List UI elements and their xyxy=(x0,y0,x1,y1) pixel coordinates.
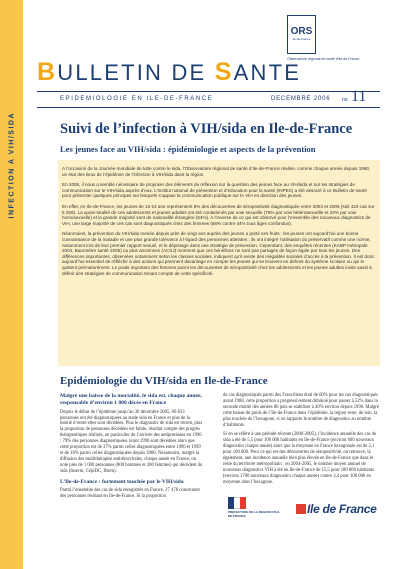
lead-heading: L’Ile-de-France : fortement touchée par le VIH/sida xyxy=(60,478,184,485)
issue-number: 11 xyxy=(351,88,367,105)
title-initial-b: B xyxy=(37,58,58,86)
issue-date: DECEMBRE 2006 xyxy=(271,96,331,102)
prefecture-logo xyxy=(228,497,282,518)
intro-paragraph: En 2006, il nous a semblé nécessaire de proposer des éléments de réflexion sur la question des jeunes face au VIH/sida et sur les stratégies de communication sur le VIH/sida auprès d’eux. L’Institut national de prévention et d’éducation pour la santé (INPES) a été associé à ce Bulletin de santé pour présenter quelques principes sur lesquels s’appuie la communication publique sur le VIH en direction des jeunes. xyxy=(62,182,367,199)
column-left xyxy=(60,393,203,504)
iledefrance-logo xyxy=(296,502,376,516)
intro-paragraph: Néanmoins, la prévention du VIH/sida menée depuis près de vingt ans auprès des jeunes a porté ses fruits : les jeunes ont aujourd’hui une bonne connaissance de la maladie et une plus grande tolérance à l’égard des personnes atteintes ; ils ont intégré l’utilisation du préservatif comme une norme, notamment lors de leur premier rapport sexuel, et le dépistage dans une stratégie de prévention. Cependant, des enquêtes récentes (KABP métropole 2004, Baromètre santé 2005) ou plus anciennes (ACSJ) montrent que ces bénéfices ne sont pas partagés de façon égale par tous les jeunes. Des différences importantes, observées notamment selon les classes sociales, indiquent qu’il existe des inégalités sociales d’accès à la prévention. Il est donc aujourd’hui essentiel de réfléchir à des actions qui prennent davantage en compte les jeunes qui se trouvent en dehors du système scolaire ou qui le quittent prématurément. Le poids important des femmes parmi les découvertes de séropositivité chez les adolescents et les jeunes adultes invite aussi à définir des stratégies de communication tenant compte de cette spécificité. xyxy=(62,231,375,276)
issue-no-label: no xyxy=(342,97,348,103)
intro-box xyxy=(58,160,380,366)
body-paragraph: Si on se réfère à une période récente (2000-2005), l’incidence annuelle des cas de sida a été de 5,5 pour 100 000 habitants en Ile-de-France (environ 600 nouveaux diagnostics chaque année) alors que la moyenne en France hexagonale est de 2,1 pour 100 000. Pour ce qui est des découvertes de séropositivité, on retrouve, là également, une incidence annuelle bien plus élevée en Ile-de-France que dans le reste du territoire métropolitain : en 2004-2005, le nombre moyen annuel de nouveaux diagnostics VIH a été en Ile-de-France de 15,5 pour 100 000 habitants (environ 1700 nouveaux diagnostics chaque année) contre 3,4 pour 100 000 en moyenne dans l’hexagone. xyxy=(223,432,377,485)
prefecture-text: PREFECTURE DE LA REGION D'ILE-DE-FRANCE xyxy=(228,510,281,518)
iledefrance-mark-icon xyxy=(296,504,306,514)
header-rule-bottom xyxy=(37,107,380,108)
ors-logo-subtext: Ile-de-France xyxy=(292,37,311,41)
title-initial-s: S xyxy=(214,58,234,86)
bulletin-title xyxy=(37,58,301,87)
sidebar-topic-label: INFECTION A VIH/SIDA xyxy=(8,112,16,219)
section-title: Epidémiologie du VIH/sida en Ile-de-France xyxy=(60,375,268,387)
ors-logo xyxy=(287,15,316,54)
lead-heading: Malgré une baisse de la mortalité, le sida est, chaque année, responsable d’environ 1 000 décès en France xyxy=(60,393,202,406)
french-flag-icon xyxy=(228,497,246,509)
intro-paragraph: A l’occasion de la Journée mondiale de lutte contre le sida, l’Observatoire régional de santé d’Ile-de-France réalise, comme chaque année depuis 1990, un état des lieux de l’épidémie de l’infection à VIH/sida dans la région. xyxy=(62,166,371,177)
ors-caption: Observatoire régional de santé d'Ile-de-France xyxy=(287,57,360,61)
body-paragraph: de cas diagnostiqués parmi des Franciliens était de 60% pour les cas diagnostiqués avant 1988, cette proportion a progressivement diminué pour passer à 52% dans la seconde moitié des années 80 puis se stabiliser à 40% environ depuis 1996. Malgré cette baisse du poids de l’Ile-de-France dans l’épidémie, la région reste, de loin, la plus touchée de l’hexagone, si on rapporte le nombre de diagnostics au nombre d’habitants. xyxy=(223,393,379,428)
iledefrance-text: Ile de France xyxy=(307,502,377,516)
header-rule-top xyxy=(37,91,380,92)
body-paragraph: Parmi l’ensemble des cas de sida enregistrés en France, 27 478 concernent des personnes résidant en Ile-de-France. Si la proportion xyxy=(60,488,200,500)
subhead: EPIDEMIOLOGIE EN ILE-DE-FRANCE xyxy=(60,96,214,102)
article-title: Suivi de l’infection à VIH/sida en Ile-de-France xyxy=(60,121,353,137)
title-part-2: ANTE xyxy=(233,60,302,85)
intro-paragraph: En effet, en Ile-de-France, les jeunes de 15-24 ans représentent 8% des découvertes de séropositivité diagnostiquée entre 2003 et 2005 (soit 420 cas sur 5 259). La quasi-totalité de ces adolescents et jeunes adultes ont été contaminés par voie sexuelle (76% par voie hétérosexuelle et 23% par voie homosexuelle) et la grande majorité sont de nationalité étrangère (64%). A l’inverse de ce qui est observé pour l’ensemble des nouveaux diagnostics de VIH, une large majorité de ces cas sont diagnostiqués chez des femmes (68% contre 44% tous âges confondus). xyxy=(62,203,375,226)
column-right xyxy=(223,393,380,490)
title-part-1: ULLETIN DE xyxy=(57,60,215,85)
ors-logo-text: ORS xyxy=(290,26,313,37)
body-paragraph: Depuis le début de l’épidémie jusqu’au 30 décembre 2005, 60 833 personnes ont été diagnostiquées au stade sida en France et plus de la moitié d’entre elles sont décédées. Plus le diagnostic de sida est récent, plus la proportion de personnes décédées est faible, résultat compte des progrès thérapeutiques réalisés, en particulier de l’arrivée des antiprotéases en 1996 : 79% des personnes diagnostiquées avant 1990 sont décédées alors que cette proportion est de 37% parmi celles diagnostiquées entre 1996 et 1999 et de 18% parmi celles diagnostiquées depuis 2000. Néanmoins, malgré la diffusion des multithérapies antirétrovirales, chaque année en France, on note près de 1 000 personnes (800 hommes et 200 femmes) qui décèdent du sida (Inserm, CépiDC, Ifsem). xyxy=(60,409,203,474)
sidebar-band xyxy=(0,0,23,569)
article-subtitle: Les jeunes face au VIH/sida : épidémiologie et aspects de la prévention xyxy=(60,144,316,154)
